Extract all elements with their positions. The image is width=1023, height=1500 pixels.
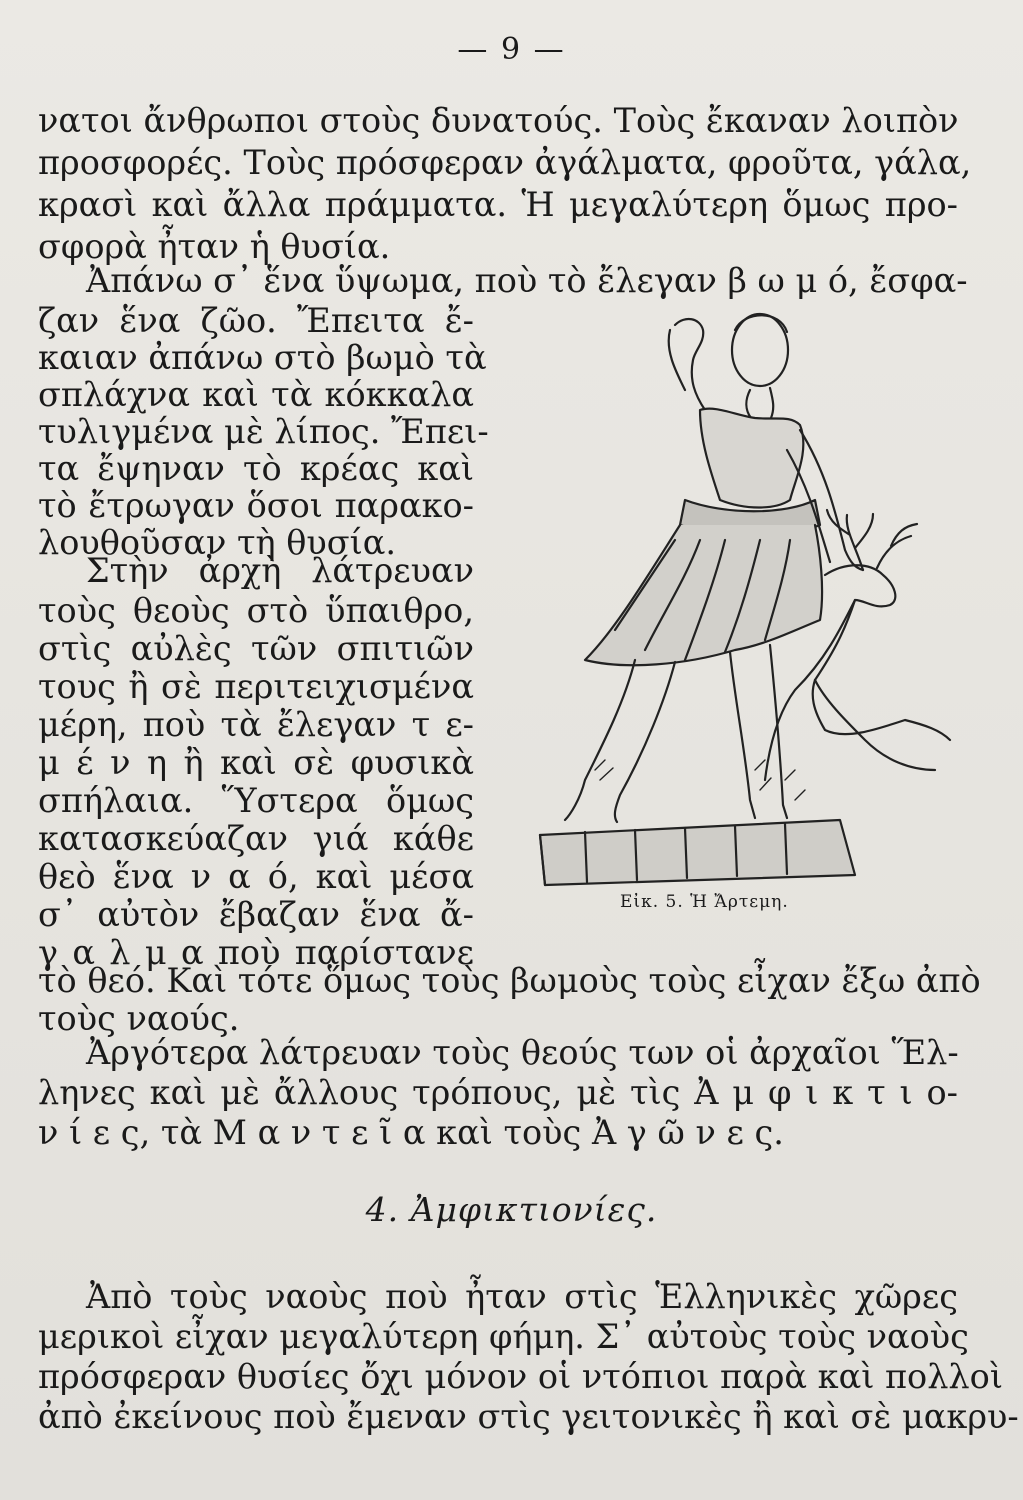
text-line: μέρη, ποὺ τὰ ἔλεγαν τ ε-	[38, 705, 474, 744]
text-line: κατασκεύαζαν γιά κάθε	[38, 819, 474, 858]
text-line: στὶς αὐλὲς τῶν σπιτιῶν	[38, 629, 474, 668]
text-line: τοὺς θεοὺς στὸ ὕπαιθρο,	[38, 591, 474, 630]
text-line: προσφορές. Τοὺς πρόσφεραν ἀγάλματα, φροῦτα, γάλα,	[38, 143, 972, 182]
text-line: τοὺς ναούς.	[38, 999, 240, 1038]
paragraph-start-line: Ἀπάνω σ᾽ ἕνα ὕψωμα, ποὺ τὸ ἔλεγαν β ω μ ό, ἔσφα-	[86, 261, 968, 300]
text-line: σφορὰ ἦταν ἡ θυσία.	[38, 227, 391, 266]
text-line: νατοι ἄνθρωποι στοὺς δυνατούς. Τοὺς ἔκαναν λοιπὸν	[38, 101, 959, 140]
text-line: λουθοῦσαν τὴ θυσία.	[38, 523, 397, 562]
text-line: μ έ ν η ἢ καὶ σὲ φυσικὰ	[38, 743, 474, 782]
text-line: τα ἔψηναν τὸ κρέας καὶ	[38, 449, 474, 488]
paragraph-start-line: Στὴν ἀρχὴ λάτρευαν	[86, 551, 474, 590]
text-line: καιαν ἀπάνω στὸ βωμὸ τὰ	[38, 338, 487, 377]
figure-caption: Εἰκ. 5. Ἡ Ἄρτεμη.	[620, 892, 789, 912]
text-line: ἀπὸ ἐκείνους ποὺ ἔμεναν στὶς γειτονικὲς ἢ καὶ σὲ μακρυ-	[38, 1397, 1019, 1436]
text-line: πρόσφεραν θυσίες ὄχι μόνον οἱ ντόπιοι παρὰ καὶ πολλοὶ	[38, 1357, 1003, 1396]
section-heading: 4. Ἀμφικτιονίες.	[365, 1190, 658, 1229]
text-line: τὸ ἔτρωγαν ὅσοι παρακο-	[38, 486, 474, 525]
paragraph-start-line: Ἀργότερα λάτρευαν τοὺς θεούς των οἱ ἀρχαῖοι Ἕλ-	[86, 1033, 959, 1072]
page-number: — 9 —	[457, 32, 566, 67]
text-line: τους ἢ σὲ περιτειχισμένα	[38, 667, 474, 706]
text-line: θεὸ ἕνα ν α ό, καὶ μέσα	[38, 857, 474, 896]
text-line: ζαν ἕνα ζῶο. Ἔπειτα ἔ-	[38, 301, 474, 340]
text-line: τὸ θεό. Καὶ τότε ὅμως τοὺς βωμοὺς τοὺς εἶχαν ἔξω ἀπὸ	[38, 961, 981, 1000]
text-line: κρασὶ καὶ ἄλλα πράμματα. Ἡ μεγαλύτερη ὅμως προ-	[38, 185, 958, 224]
text-line: τυλιγμένα μὲ λίπος. Ἔπει-	[38, 412, 489, 451]
text-line: σπήλαια. Ὕστερα ὅμως	[38, 781, 474, 820]
text-line: γ α λ μ α ποὺ παρίστανε	[38, 933, 474, 972]
text-line: μερικοὶ εἶχαν μεγαλύτερη φήμη. Σ᾽ αὐτοὺς τοὺς ναοὺς	[38, 1317, 969, 1356]
text-line: σ᾽ αὐτὸν ἔβαζαν ἕνα ἄ-	[38, 895, 474, 934]
text-line: ληνες καὶ μὲ ἄλλους τρόπους, μὲ τὶς Ἀ μ φ ι κ τ ι ο-	[38, 1073, 958, 1112]
artemis-statue-illustration	[525, 300, 965, 900]
text-line: σπλάχνα καὶ τὰ κόκκαλα	[38, 375, 474, 414]
paragraph-start-line: Ἀπὸ τοὺς ναοὺς ποὺ ἦταν στὶς Ἑλληνικὲς χῶρες	[86, 1277, 958, 1316]
text-line: ν ί ε ς, τὰ Μ α ν τ ε ῖ α καὶ τοὺς Ἀ γ ῶ ν ε ς.	[38, 1113, 784, 1152]
